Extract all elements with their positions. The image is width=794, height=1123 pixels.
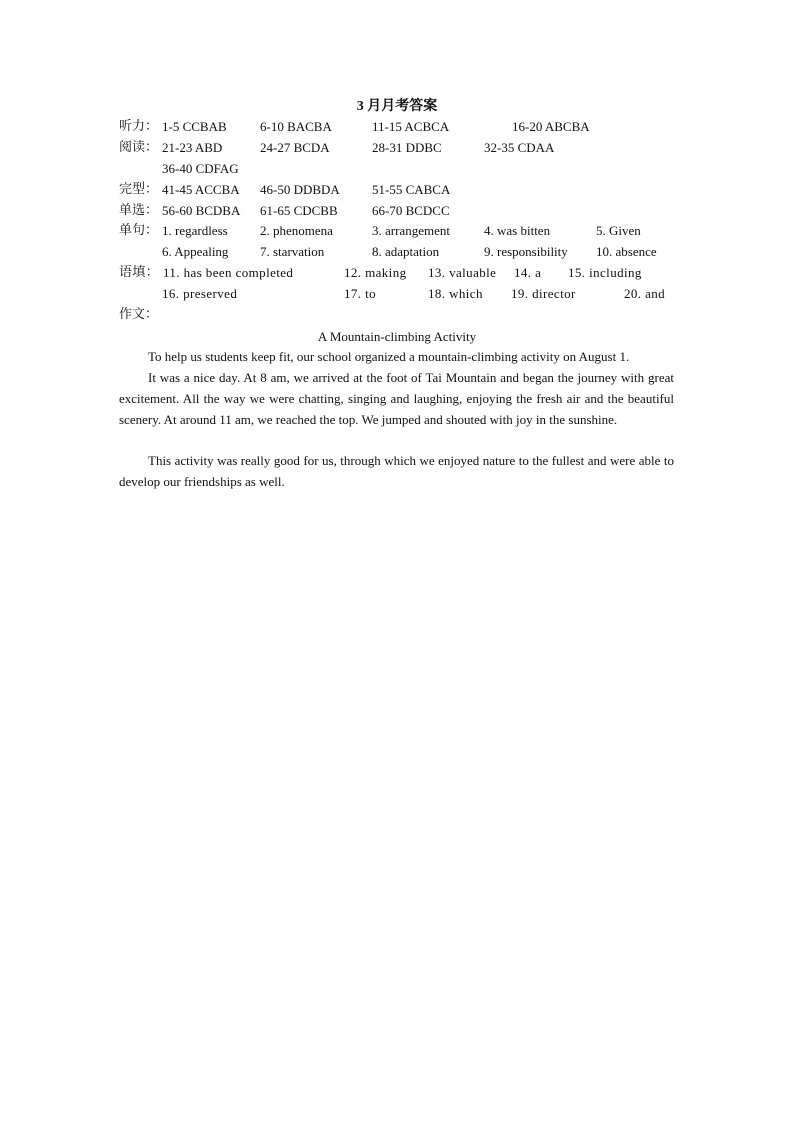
- answer-item: 46-50 DDBDA: [260, 182, 340, 197]
- answer-item: 3. arrangement: [372, 223, 450, 238]
- answer-item: 4. was bitten: [484, 223, 551, 238]
- answer-item: 6. Appealing: [162, 244, 229, 259]
- answer-item: 11-15 ACBCA: [372, 119, 450, 134]
- answer-item: 7. starvation: [260, 244, 325, 259]
- essay-paragraph: It was a nice day. At 8 am, we arrived at the foot of Tai Mountain and began the journey with great excitement. All the way we were chatting, singing and laughing, enjoying the fresh air and the beautiful scenery. At around 11 am, we reached the top. We jumped and shouted with joy in the sunshine.: [119, 370, 674, 427]
- answer-item: 16. preserved: [162, 286, 238, 301]
- answer-item: 1-5 CCBAB: [162, 119, 227, 134]
- answer-item: 10. absence: [596, 244, 657, 259]
- answer-item: 9. responsibility: [484, 244, 568, 259]
- answer-item: 21-23 ABD: [162, 140, 223, 155]
- answer-item: 1. regardless: [162, 223, 228, 238]
- answer-item: 24-27 BCDA: [260, 140, 330, 155]
- answer-item: 14. a: [514, 265, 542, 280]
- answer-item: 19. director: [511, 286, 576, 301]
- section-label: 作文：: [119, 307, 159, 322]
- answer-item: 28-31 DDBC: [372, 140, 442, 155]
- answer-item: 51-55 CABCA: [372, 182, 451, 197]
- section-label: 单选：: [119, 203, 159, 218]
- answer-item: 56-60 BCDBA: [162, 203, 241, 218]
- answer-item: 20. and: [624, 286, 666, 301]
- answer-item: 41-45 ACCBA: [162, 182, 240, 197]
- answer-item: 8. adaptation: [372, 244, 440, 259]
- section-label: 听力：: [119, 119, 159, 134]
- essay-paragraph: This activity was really good for us, through which we enjoyed nature to the fullest and were able to develop our friendships as well.: [119, 453, 674, 489]
- answer-item: 61-65 CDCBB: [260, 203, 338, 218]
- section-label: 完型：: [119, 182, 159, 197]
- essay-title: A Mountain-climbing Activity: [317, 329, 477, 344]
- answer-item: 12. making: [344, 265, 407, 280]
- answer-item: 13. valuable: [428, 265, 497, 280]
- answer-item: 11. has been completed: [163, 265, 294, 280]
- answer-item: 36-40 CDFAG: [162, 161, 239, 176]
- answer-item: 18. which: [428, 286, 483, 301]
- section-label: 语填：: [119, 265, 160, 280]
- section-label: 阅读：: [119, 140, 159, 155]
- page-title: 3 月月考答案: [356, 99, 438, 114]
- answer-item: 15. including: [568, 265, 642, 280]
- section-label: 单句：: [119, 223, 159, 238]
- answer-item: 16-20 ABCBA: [512, 119, 590, 134]
- answer-item: 32-35 CDAA: [484, 140, 555, 155]
- essay-paragraph: To help us students keep fit, our school organized a mountain-climbing activity on August 1.: [148, 349, 630, 364]
- answer-item: 2. phenomena: [260, 223, 333, 238]
- answer-item: 66-70 BCDCC: [372, 203, 450, 218]
- answer-item: 6-10 BACBA: [260, 119, 332, 134]
- answer-item: 17. to: [344, 286, 377, 301]
- answer-item: 5. Given: [596, 223, 641, 238]
